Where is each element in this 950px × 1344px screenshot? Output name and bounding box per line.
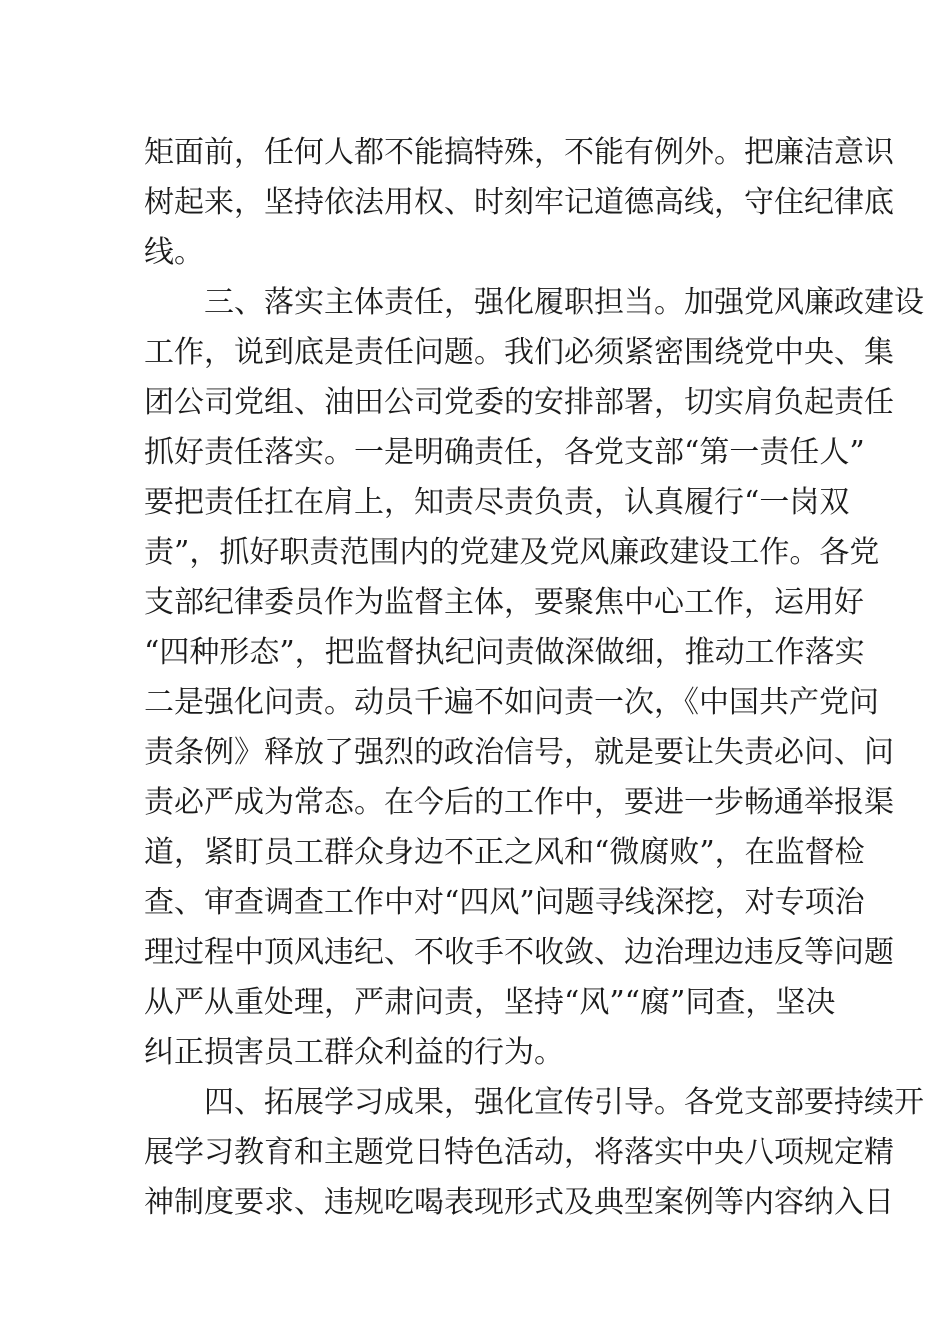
text-line: 抓好责任落实。一是明确责任，各党支部“第一责任人”: [144, 435, 865, 470]
text-line: 查、审查调查工作中对“四风”问题寻线深挖，对专项治: [144, 885, 865, 920]
text-line: 支部纪律委员作为监督主体，要聚焦中心工作，运用好: [144, 585, 864, 620]
text-line: 责”，抓好职责范围内的党建及党风廉政建设工作。各党: [144, 535, 880, 570]
text-line: 二是强化问责。动员千遍不如问责一次，《中国共产党问: [144, 685, 879, 720]
text-line: 树起来，坚持依法用权、时刻牢记道德高线，守住纪律底: [144, 185, 894, 220]
text-line: 责条例》释放了强烈的政治信号，就是要让失责必问、问: [144, 735, 894, 770]
text-line: “四种形态”，把监督执纪问责做深做细，推动工作落实: [144, 635, 865, 670]
text-line: 矩面前，任何人都不能搞特殊，不能有例外。把廉洁意识: [144, 135, 894, 170]
text-line: 三、落实主体责任，强化履职担当。加强党风廉政建设: [144, 285, 924, 320]
text-line: 四、拓展学习成果，强化宣传引导。各党支部要持续开: [144, 1085, 924, 1120]
text-line: 神制度要求、违规吃喝表现形式及典型案例等内容纳入日: [144, 1185, 894, 1220]
paragraph-2: [144, 278, 924, 1078]
text-line: 道，紧盯员工群众身边不正之风和“微腐败”，在监督检: [144, 835, 865, 870]
text-line: 从严从重处理，严肃问责，坚持“风”“腐”同查，坚决: [144, 985, 836, 1020]
text-line: 要把责任扛在肩上，知责尽责负责，认真履行“一岗双: [144, 485, 850, 520]
body-text: [144, 128, 924, 1228]
text-line: 展学习教育和主题党日特色活动，将落实中央八项规定精: [144, 1135, 894, 1170]
text-line: 责必严成为常态。在今后的工作中，要进一步畅通举报渠: [144, 785, 894, 820]
text-line: 线。: [144, 235, 204, 270]
text-line: 工作，说到底是责任问题。我们必须紧密围绕党中央、集: [144, 335, 894, 370]
paragraph-3: [144, 1078, 924, 1228]
text-line: 纠正损害员工群众利益的行为。: [144, 1035, 564, 1070]
paragraph-1: [144, 128, 894, 278]
text-line: 团公司党组、油田公司党委的安排部署，切实肩负起责任: [144, 385, 894, 420]
text-line: 理过程中顶风违纪、不收手不收敛、边治理边违反等问题: [144, 935, 894, 970]
